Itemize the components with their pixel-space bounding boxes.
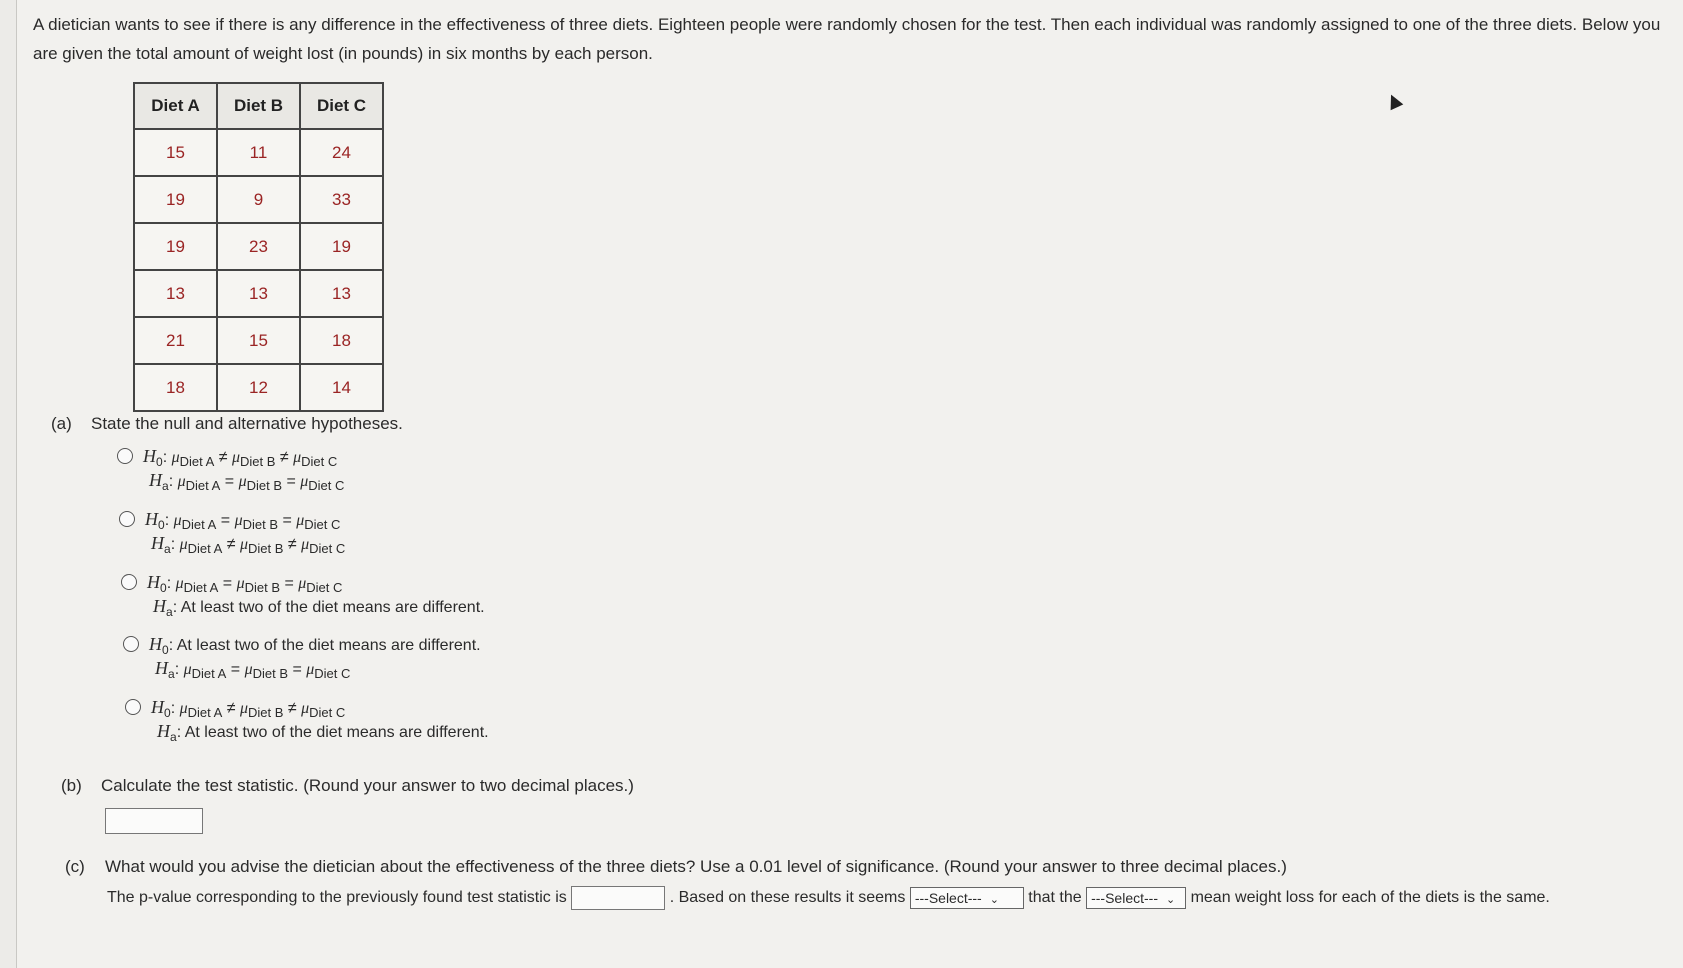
sub-diet-b: Diet B	[248, 705, 284, 721]
colon: :	[174, 661, 180, 678]
table-cell: 24	[300, 129, 383, 176]
table-cell: 19	[134, 176, 217, 223]
part-c-question: What would you advise the dietician about the effectiveness of the three diets? Use a 0.01 level of significance. (Round your answer to three decimal places.)	[105, 857, 1287, 876]
null-text: At least two of the diet means are different.	[176, 637, 481, 654]
h-symbol: H	[143, 446, 156, 466]
eq-sign: =	[224, 473, 235, 490]
mu-symbol: μ	[301, 700, 310, 717]
radio-button[interactable]	[121, 574, 137, 590]
eq-sign: =	[220, 512, 231, 529]
same-text: mean weight loss for each of the diets is the same.	[1190, 889, 1550, 906]
mu-symbol: μ	[236, 575, 245, 592]
hypothesis-option-4[interactable]	[123, 634, 481, 682]
h-symbol: H	[147, 572, 160, 592]
radio-button[interactable]	[119, 511, 135, 527]
table-cell: 14	[300, 364, 383, 411]
p-value-text: The p-value corresponding to the previously found test statistic is	[107, 889, 567, 906]
table-cell: 18	[134, 364, 217, 411]
part-a-prompt	[51, 414, 851, 434]
mu-symbol: μ	[301, 536, 310, 553]
h0-sub: 0	[164, 706, 171, 721]
neq-sign: ≠	[218, 449, 228, 466]
mu-symbol: μ	[232, 449, 241, 466]
h-symbol: H	[149, 634, 162, 654]
table-cell: 13	[217, 270, 300, 317]
mu-symbol: μ	[306, 661, 315, 678]
sub-diet-b: Diet B	[248, 541, 284, 557]
table-cell: 15	[134, 129, 217, 176]
mu-symbol: μ	[300, 473, 309, 490]
part-c-answer-sentence	[107, 884, 1677, 912]
mu-symbol: μ	[171, 449, 180, 466]
h-symbol: H	[149, 470, 162, 490]
table-header-diet-c: Diet C	[300, 83, 383, 129]
neq-sign: ≠	[226, 536, 236, 553]
table-cell: 21	[134, 317, 217, 364]
table-row	[134, 129, 383, 176]
mu-symbol: μ	[293, 449, 302, 466]
alternative-line	[155, 658, 350, 681]
colon: :	[170, 536, 176, 553]
part-b-label: (b)	[61, 776, 82, 795]
mu-symbol: μ	[179, 700, 188, 717]
table-cell: 11	[217, 129, 300, 176]
radio-button[interactable]	[117, 448, 133, 464]
p-value-field[interactable]	[571, 886, 665, 910]
ha-sub: a	[166, 605, 173, 620]
sub-diet-c: Diet C	[314, 666, 351, 682]
neq-sign: ≠	[279, 449, 289, 466]
sub-diet-a: Diet A	[183, 580, 219, 596]
sub-diet-b: Diet B	[244, 580, 280, 596]
part-c-label: (c)	[65, 857, 85, 876]
alternative-text: At least two of the diet means are different.	[184, 724, 489, 741]
sub-diet-a: Diet A	[191, 666, 227, 682]
table-cell: 23	[217, 223, 300, 270]
mu-symbol: μ	[183, 661, 192, 678]
question-page	[16, 0, 1683, 968]
table-row	[134, 223, 383, 270]
table-row	[134, 176, 383, 223]
h-symbol: H	[151, 697, 164, 717]
alternative-line	[157, 721, 489, 744]
chevron-down-icon: ⌄	[989, 893, 999, 906]
sub-diet-c: Diet C	[301, 454, 338, 470]
colon: :	[162, 449, 168, 466]
part-a-label: (a)	[51, 414, 72, 433]
table-cell: 19	[300, 223, 383, 270]
sub-diet-b: Diet B	[242, 517, 278, 533]
eq-sign: =	[284, 575, 294, 592]
test-statistic-field[interactable]	[105, 808, 203, 834]
sub-diet-a: Diet A	[187, 705, 223, 721]
colon: :	[164, 512, 170, 529]
part-b-question: Calculate the test statistic. (Round your answer to two decimal places.)	[101, 776, 634, 795]
table-cell: 12	[217, 364, 300, 411]
eq-sign: =	[292, 661, 302, 678]
alternative-text: At least two of the diet means are different.	[180, 599, 485, 616]
h-symbol: H	[155, 658, 168, 678]
table-cell: 19	[134, 223, 217, 270]
colon: :	[168, 637, 174, 654]
colon: :	[170, 700, 176, 717]
alternative-line	[149, 470, 344, 493]
hypothesis-option-3[interactable]	[121, 572, 485, 620]
sub-diet-c: Diet C	[306, 580, 343, 596]
h-symbol: H	[145, 509, 158, 529]
h0-sub: 0	[158, 518, 165, 533]
colon: :	[168, 473, 174, 490]
mu-symbol: μ	[296, 512, 305, 529]
h0-sub: 0	[156, 455, 163, 470]
test-statistic-input[interactable]	[105, 808, 203, 834]
ha-sub: a	[164, 542, 171, 557]
eq-sign: =	[282, 512, 292, 529]
mu-symbol: μ	[175, 575, 184, 592]
colon: :	[176, 724, 182, 741]
mu-symbol: μ	[238, 473, 247, 490]
sub-diet-c: Diet C	[309, 705, 346, 721]
table-header-diet-a: Diet A	[134, 83, 217, 129]
conclusion-select-2[interactable]	[1086, 887, 1186, 909]
mu-symbol: μ	[240, 700, 249, 717]
ha-sub: a	[168, 667, 175, 682]
sub-diet-a: Diet A	[185, 478, 221, 494]
h-symbol: H	[151, 533, 164, 553]
hypothesis-option-2[interactable]	[119, 509, 346, 557]
neq-sign: ≠	[287, 536, 297, 553]
table-header-diet-b: Diet B	[217, 83, 300, 129]
ha-sub: a	[170, 730, 177, 745]
hypothesis-option-5[interactable]	[125, 697, 489, 745]
alternative-line	[151, 533, 345, 556]
mu-symbol: μ	[234, 512, 243, 529]
table-cell: 33	[300, 176, 383, 223]
alternative-line	[153, 596, 485, 619]
table-cell: 13	[134, 270, 217, 317]
sub-diet-c: Diet C	[309, 541, 346, 557]
ha-sub: a	[162, 479, 169, 494]
sub-diet-b: Diet B	[246, 478, 282, 494]
eq-sign: =	[230, 661, 241, 678]
diet-weight-loss-table	[133, 82, 384, 412]
results-text: . Based on these results it seems	[669, 889, 906, 906]
colon: :	[172, 599, 178, 616]
that-the-text: that the	[1028, 889, 1082, 906]
select-2-value: ---Select---	[1091, 889, 1158, 906]
hypothesis-option-1[interactable]	[117, 446, 345, 494]
sub-diet-c: Diet C	[308, 478, 345, 494]
h0-sub: 0	[160, 581, 167, 596]
table-cell: 13	[300, 270, 383, 317]
mu-symbol: μ	[240, 536, 249, 553]
h0-sub: 0	[162, 643, 169, 658]
problem-intro: A dietician wants to see if there is any difference in the effectiveness of three diets. Eighteen people were randomly chosen for the test. Then each individual was randomly assigned to one of the three diets. Below you are given the total amount of weight lost (in pounds) in six months by each person.	[33, 15, 1661, 63]
part-b-prompt	[61, 776, 861, 796]
eq-sign: =	[286, 473, 296, 490]
table-row	[134, 317, 383, 364]
h-symbol: H	[153, 596, 166, 616]
table-row	[134, 270, 383, 317]
mu-symbol: μ	[173, 512, 182, 529]
sub-diet-a: Diet A	[181, 517, 217, 533]
sub-diet-a: Diet A	[187, 541, 223, 557]
mu-symbol: μ	[177, 473, 186, 490]
table-cell: 18	[300, 317, 383, 364]
sub-diet-b: Diet B	[252, 666, 288, 682]
table-cell: 9	[217, 176, 300, 223]
sub-diet-c: Diet C	[304, 517, 341, 533]
radio-button[interactable]	[125, 699, 141, 715]
part-a-question: State the null and alternative hypotheses.	[91, 414, 403, 433]
mouse-cursor-icon	[1385, 92, 1404, 111]
conclusion-select-1[interactable]	[910, 887, 1024, 909]
part-c-prompt	[65, 857, 1665, 877]
sub-diet-b: Diet B	[240, 454, 276, 470]
h-symbol: H	[157, 721, 170, 741]
sub-diet-a: Diet A	[179, 454, 215, 470]
mu-symbol: μ	[244, 661, 253, 678]
mu-symbol: μ	[298, 575, 307, 592]
neq-sign: ≠	[287, 700, 297, 717]
neq-sign: ≠	[226, 700, 236, 717]
table-cell: 15	[217, 317, 300, 364]
eq-sign: =	[222, 575, 233, 592]
table-row	[134, 364, 383, 411]
chevron-down-icon: ⌄	[1166, 893, 1176, 906]
select-1-value: ---Select---	[914, 889, 982, 906]
colon: :	[166, 575, 172, 592]
radio-button[interactable]	[123, 636, 139, 652]
mu-symbol: μ	[179, 536, 188, 553]
